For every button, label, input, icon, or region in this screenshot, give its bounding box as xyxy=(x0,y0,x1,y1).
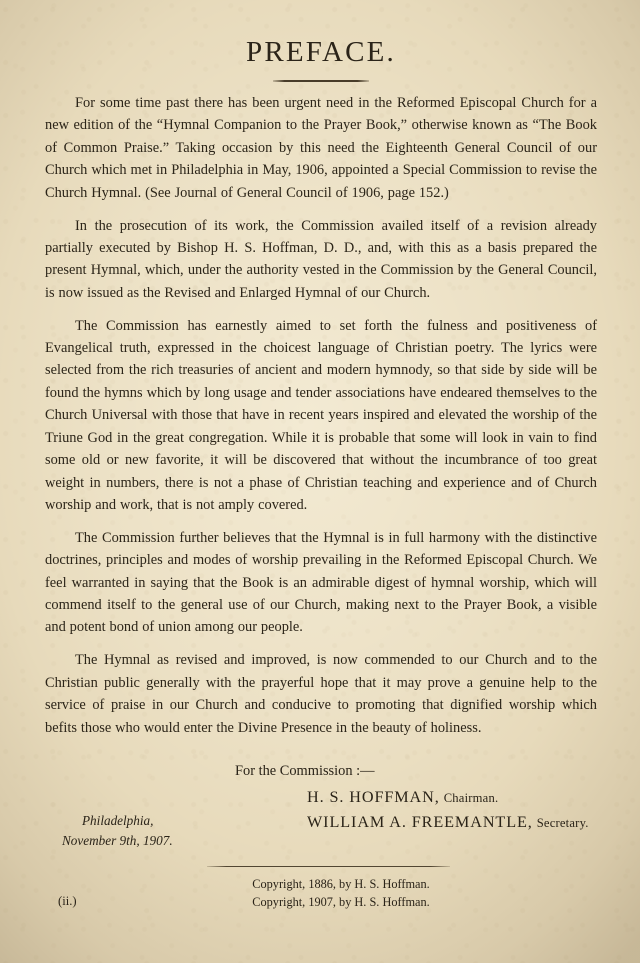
signature-block xyxy=(45,761,597,861)
place-city: Philadelphia, xyxy=(82,813,154,828)
signer-line xyxy=(307,813,589,832)
signer-name: H. S. HOFFMAN, xyxy=(307,788,440,806)
signer-name: WILLIAM A. FREEMANTLE, xyxy=(307,813,533,831)
signer-line xyxy=(307,788,498,807)
footer-divider-rule xyxy=(207,866,450,867)
preface-body xyxy=(45,92,597,739)
paragraph: The Commission has earnestly aimed to set forth the fulness and positiveness of Evangelical truth, expressed in the choicest language of Christian poetry. The lyrics were selected from the rich treasuries of ancient and modern hymnody, so that side by side will be found the hymns which by long usage and tender associations have endeared themselves to the Church Universal with those that have in recent years inspired and elevated the worship of the Triune God in the great congregation. While it is probable that some will look in vain to find some old or new favorite, it will be discovered that without the incumbrance of too great weight in numbers, there is not a phase of Christian teaching and experience and of Church worship and work, that is not amply covered. xyxy=(45,317,597,513)
paragraph: In the prosecution of its work, the Commission availed itself of a revision already partially executed by Bishop H. S. Hoffman, D. D., and, with this as a basis prepared the present Hymnal, which, under the authority vested in the Commission by the General Council, is now issued as the Revised and Enlarged Hymnal of our Church. xyxy=(45,217,597,301)
place-date: November 9th, 1907. xyxy=(62,832,173,848)
title-divider-rule xyxy=(273,80,369,82)
paragraph: For some time past there has been urgent need in the Reformed Episcopal Church for a new edition of the “Hymnal Companion to the Prayer Book,” otherwise known as “The Book of Common Praise.” Taking occasion by this need the Eighteenth General Council of our Church which met in Philadelphia in May, 1906, appointed a Special Commission to revise the Church Hymnal. (See Journal of General Council of 1906, page 152.) xyxy=(45,95,597,201)
copyright-notice xyxy=(45,876,597,911)
page-title: PREFACE. xyxy=(245,36,396,68)
page-content xyxy=(45,0,597,963)
for-the-commission-label: For the Commission :— xyxy=(235,763,375,779)
paragraph: The Commission further believes that the Hymnal is in full harmony with the distinctive doctrines, principles and modes of worship prevailing in the Reformed Episcopal Church. We feel warranted in saying that the Book is an admirable digest of hymnal worship, which will commend itself to the general use of our Church, making next to the Prayer Book, a visible and potent bond of union among our people. xyxy=(45,529,597,636)
signer-role: Secretary. xyxy=(536,816,589,830)
paragraph: The Hymnal as revised and improved, is now commended to our Church and to the Christian public generally with the prayerful hope that it may prove a genuine help to the service of praise in our Church and conducive to promoting that dignified worship which befits those who would enter the Divine Presence in the beauty of holiness. xyxy=(45,652,597,736)
signer-role: Chairman. xyxy=(443,791,499,805)
place-and-date xyxy=(62,811,173,850)
page-number: (ii.) xyxy=(58,894,77,908)
copyright-line: Copyright, 1886, by H. S. Hoffman. xyxy=(252,877,430,891)
copyright-line: Copyright, 1907, by H. S. Hoffman. xyxy=(252,894,430,909)
